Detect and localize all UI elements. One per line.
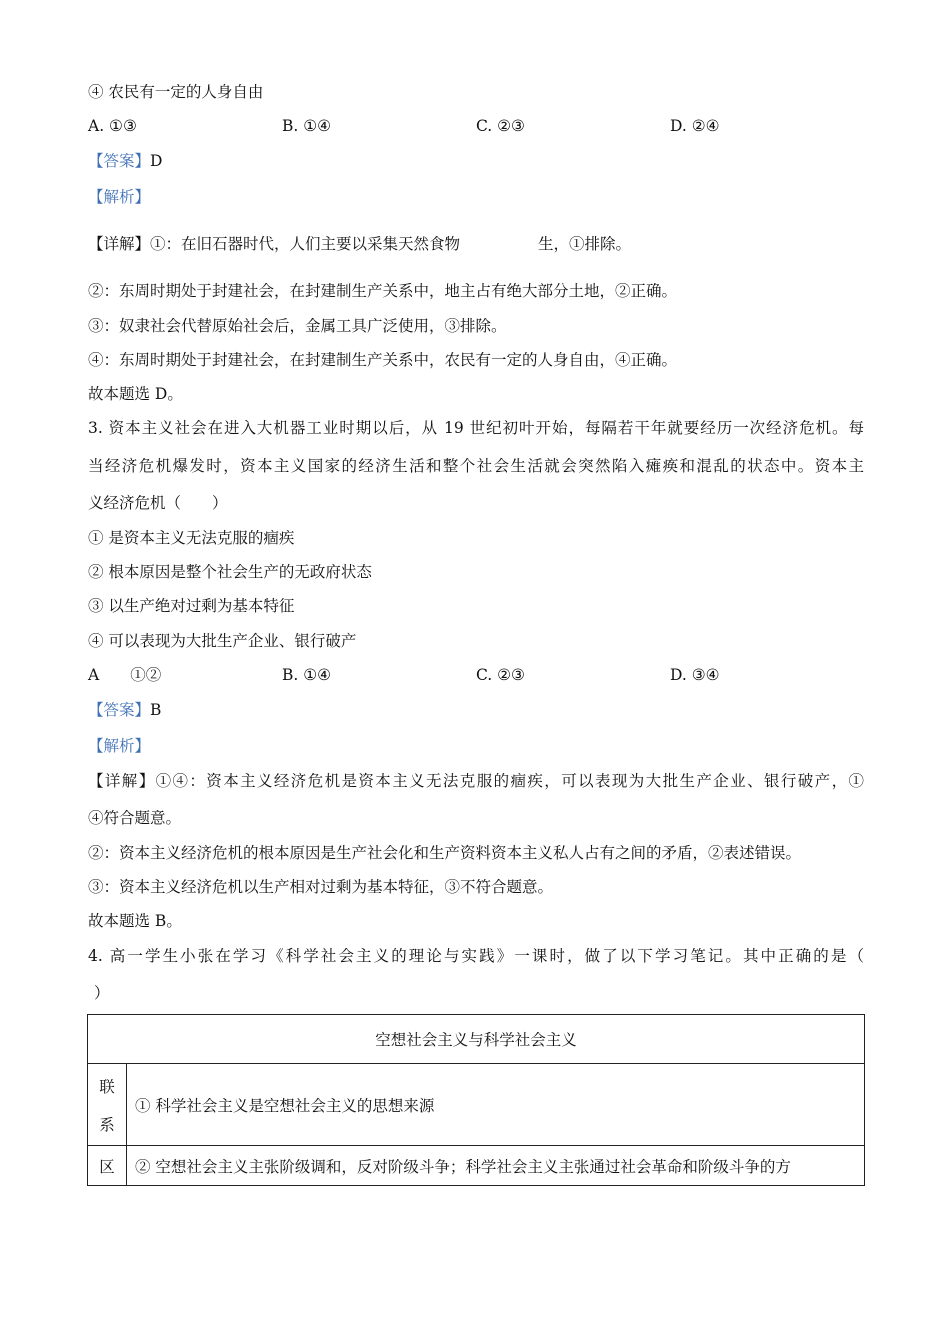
q2-option-c: C. ②③: [476, 117, 525, 135]
detail-tag: 【详解】: [88, 235, 151, 253]
q3-option-c: C. ②③: [476, 666, 525, 684]
q3-stem-1: 3. 资本主义社会在进入大机器工业时期以后，从 19 世纪初叶开始，每隔若干年就要经历一次经济危机。每: [88, 419, 864, 437]
q2-detail-1: [88, 234, 460, 254]
answer-value: B: [150, 701, 162, 719]
q2-analysis-tag: 【解析】: [88, 188, 151, 206]
answer-tag: 【答案】: [88, 152, 151, 170]
q3-answer: [88, 700, 161, 720]
answer-tag: 【答案】: [88, 701, 151, 719]
table-row-connection: [88, 1064, 865, 1146]
q2-option-d: D. ②④: [670, 117, 720, 135]
detail-tag: 【详解】: [88, 772, 156, 790]
q3-option-a: A ①②: [88, 666, 162, 684]
q2-detail-4: ④：东周时期处于封建社会，在封建制生产关系中，农民有一定的人身自由，④正确。: [88, 351, 678, 369]
q3-conclusion: 故本题选 B。: [88, 912, 182, 930]
label-char: 系: [99, 1115, 115, 1134]
q3-stem-2: 当经济危机爆发时，资本主义国家的经济生活和整个社会生活就会突然陷入瘫痪和混乱的状态中。资本主: [88, 457, 864, 475]
q3-item-1: ① 是资本主义无法克服的痼疾: [88, 529, 295, 547]
q2-answer: [88, 151, 162, 171]
detail-text: ①④：资本主义经济危机是资本主义无法克服的痼疾，可以表现为大批生产企业、银行破产，①: [155, 772, 864, 790]
q3-stem-3: 义经济危机（ ）: [88, 494, 228, 512]
table-row-difference: [88, 1146, 865, 1186]
q3-option-d: D. ③④: [670, 666, 720, 684]
q3-detail-4: ③：资本主义经济危机以生产相对过剩为基本特征，③不符合题意。: [88, 878, 554, 896]
q3-item-4: ④ 可以表现为大批生产企业、银行破产: [88, 632, 357, 650]
q2-option-a: A. ①③: [88, 117, 137, 135]
q2-conclusion: 故本题选 D。: [88, 385, 183, 403]
detail-text: ①：在旧石器时代，人们主要以采集天然食物: [150, 235, 461, 253]
q4-stem-1: 4. 高一学生小张在学习《科学社会主义的理论与实践》一课时，做了以下学习笔记。其中正确的是（: [88, 947, 864, 965]
q2-option-b: B. ①④: [282, 117, 332, 135]
row-label-difference: 区: [88, 1146, 127, 1186]
label-char: 联: [99, 1077, 115, 1096]
q3-option-b: B. ①④: [282, 666, 332, 684]
q2-detail-1-tail: 生，①排除。: [538, 235, 632, 253]
q3-detail-2: ④符合题意。: [88, 809, 182, 827]
study-notes-table: [87, 1014, 865, 1186]
table-title: 空想社会主义与科学社会主义: [88, 1015, 865, 1064]
q3-detail-1: [88, 771, 864, 791]
answer-value: D: [150, 152, 163, 170]
q4-stem-2: ）: [94, 984, 110, 1002]
q3-detail-3: ②：资本主义经济危机的根本原因是生产社会化和生产资料资本主义私人占有之间的矛盾，②表述错误。: [88, 844, 802, 862]
row-text-connection: ① 科学社会主义是空想社会主义的思想来源: [127, 1064, 865, 1146]
q2-detail-2: ②：东周时期处于封建社会，在封建制生产关系中，地主占有绝大部分土地，②正确。: [88, 282, 678, 300]
q2-item-4: ④ 农民有一定的人身自由: [88, 83, 264, 101]
q3-item-2: ② 根本原因是整个社会生产的无政府状态: [88, 563, 372, 581]
q3-item-3: ③ 以生产绝对过剩为基本特征: [88, 597, 295, 615]
row-label-connection: [88, 1064, 127, 1146]
row-text-difference: ② 空想社会主义主张阶级调和，反对阶级斗争；科学社会主义主张通过社会革命和阶级斗争的方: [127, 1146, 865, 1186]
q2-detail-3: ③：奴隶社会代替原始社会后，金属工具广泛使用，③排除。: [88, 317, 507, 335]
q3-analysis-tag: 【解析】: [88, 737, 151, 755]
